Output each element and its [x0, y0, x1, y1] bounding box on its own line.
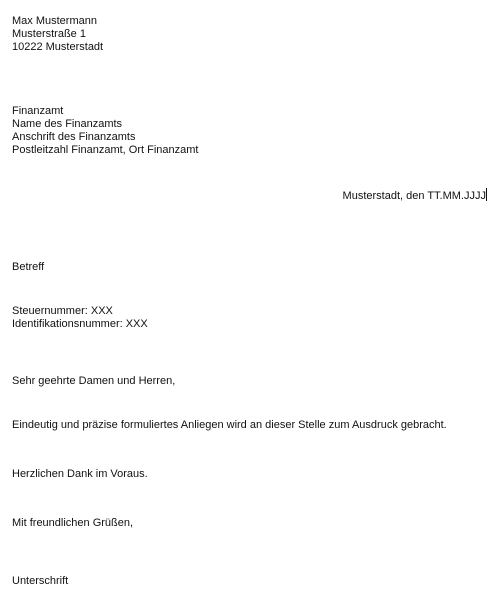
thanks-line: Herzlichen Dank im Voraus.	[12, 468, 148, 480]
date-line[interactable]	[343, 188, 487, 202]
text-cursor	[486, 188, 487, 201]
body-paragraph: Eindeutig und präzise formuliertes Anliegen wird an dieser Stelle zum Ausdruck gebracht.	[12, 419, 447, 431]
tax-number: Steuernummer: XXX	[12, 305, 113, 317]
subject-line: Betreff	[12, 261, 45, 273]
signature-line: Unterschrift	[12, 575, 69, 587]
salutation: Sehr geehrte Damen und Herren,	[12, 375, 176, 387]
recipient-line-3: Anschrift des Finanzamts	[12, 131, 136, 143]
recipient-line-4: Postleitzahl Finanzamt, Ort Finanzamt	[12, 144, 199, 156]
closing-line: Mit freundlichen Grüßen,	[12, 517, 134, 529]
sender-street: Musterstraße 1	[12, 28, 86, 40]
sender-name: Max Mustermann	[12, 15, 97, 27]
recipient-line-1: Finanzamt	[12, 105, 64, 117]
recipient-line-2: Name des Finanzamts	[12, 118, 123, 130]
sender-city: 10222 Musterstadt	[12, 41, 104, 53]
identification-number: Identifikationsnummer: XXX	[12, 318, 148, 330]
date-text: Musterstadt, den TT.MM.JJJJ	[342, 190, 486, 202]
